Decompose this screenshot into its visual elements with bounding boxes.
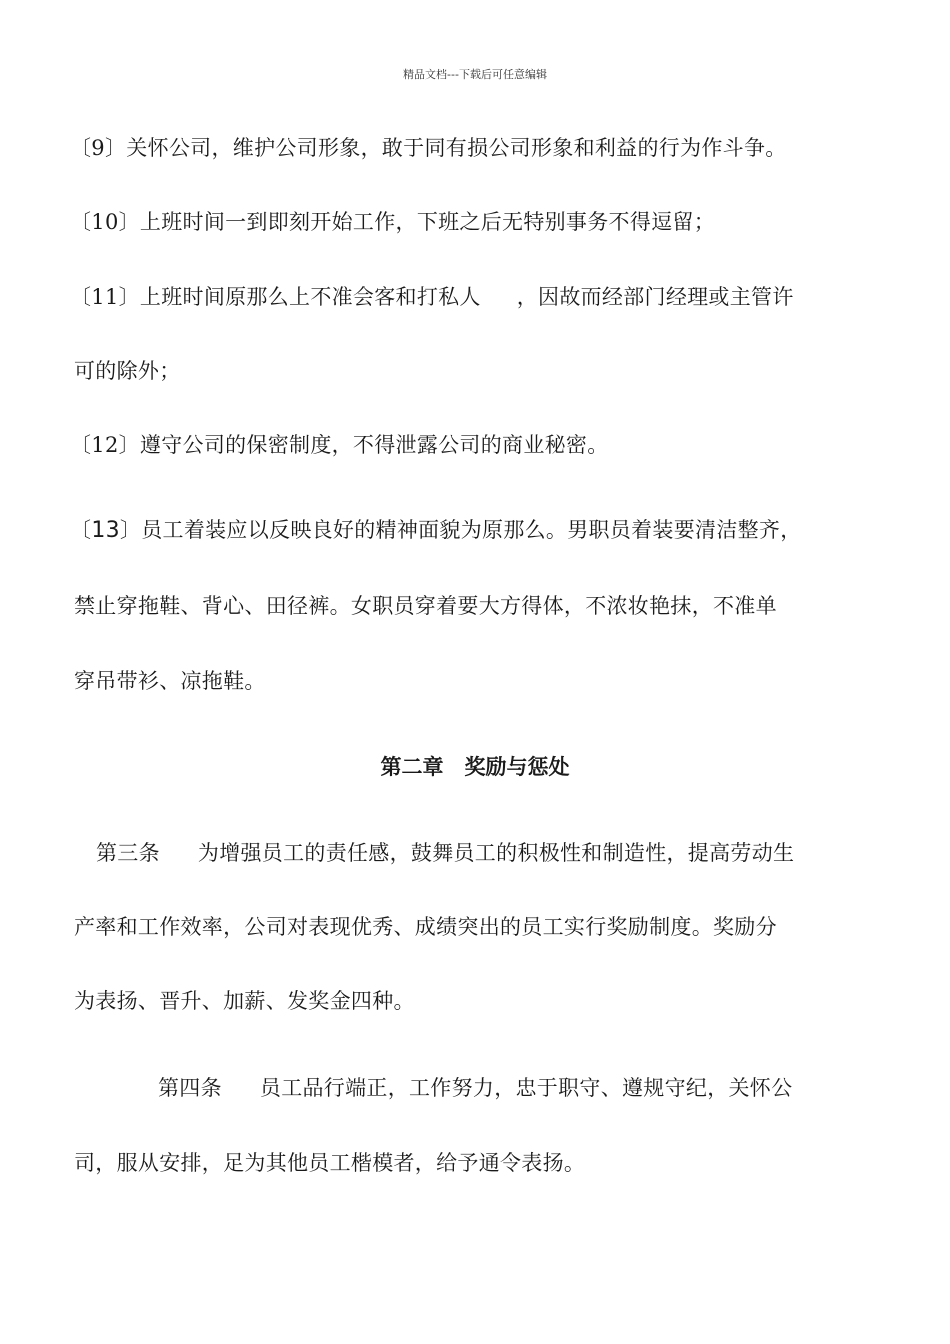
clause-11 bbox=[70, 283, 794, 311]
clause-text: 员工着装应以反映良好的精神面貌为原那么。男职员着装要清洁整齐， bbox=[141, 518, 802, 542]
clause-text: 关怀公司，维护公司形象，敢于同有损公司形象和利益的行为作斗争。 bbox=[126, 136, 787, 160]
clause-number: 〔10〕 bbox=[70, 210, 140, 234]
article-label: 第四条 bbox=[158, 1076, 222, 1100]
clause-number: 〔12〕 bbox=[70, 433, 140, 457]
clause-10 bbox=[70, 208, 715, 236]
clause-9 bbox=[70, 134, 787, 162]
clause-number: 〔11〕 bbox=[70, 285, 140, 309]
article-label: 第三条 bbox=[96, 841, 160, 865]
clause-11-continuation: 可的除外； bbox=[74, 359, 181, 383]
article-text: 为增强员工的责任感，鼓舞员工的积极性和制造性，提高劳动生 bbox=[197, 841, 795, 865]
clause-number: 〔9〕 bbox=[70, 136, 127, 160]
clause-number-open: 〔 bbox=[70, 518, 92, 542]
article-4 bbox=[158, 1074, 792, 1102]
chapter-heading: 第二章 奖励与惩处 bbox=[380, 755, 570, 779]
article-3 bbox=[96, 839, 794, 867]
clause-13-continuation-1: 禁止穿拖鞋、背心、田径裤。女职员穿着要大方得体，不浓妆艳抹，不准单 bbox=[74, 594, 777, 618]
article-3-continuation-2: 为表扬、晋升、加薪、发奖金四种。 bbox=[74, 989, 415, 1013]
clause-text: 遵守公司的保密制度，不得泄露公司的商业秘密。 bbox=[139, 433, 609, 457]
clause-13-continuation-2: 穿吊带衫、凉拖鞋。 bbox=[74, 669, 266, 693]
article-text: 员工品行端正，工作努力，忠于职守、遵规守纪，关怀公 bbox=[259, 1076, 793, 1100]
clause-text-continued: ，因故而经部门经理或主管许 bbox=[516, 285, 794, 309]
clause-number-digits: 13 bbox=[91, 518, 120, 543]
article-4-continuation-1: 司，服从安排，足为其他员工楷模者，给予通令表扬。 bbox=[74, 1151, 586, 1175]
clause-13 bbox=[70, 516, 802, 545]
clause-number-close: 〕 bbox=[119, 518, 142, 542]
article-3-continuation-1: 产率和工作效率，公司对表现优秀、成绩突出的员工实行奖励制度。奖励分 bbox=[74, 915, 777, 939]
clause-12 bbox=[70, 431, 609, 459]
clause-text: 上班时间一到即刻开始工作，下班之后无特别事务不得逗留； bbox=[139, 210, 716, 234]
page-header: 精品文档---下载后可任意编辑 bbox=[403, 68, 547, 81]
clause-text: 上班时间原那么上不准会客和打私人 bbox=[139, 285, 481, 309]
